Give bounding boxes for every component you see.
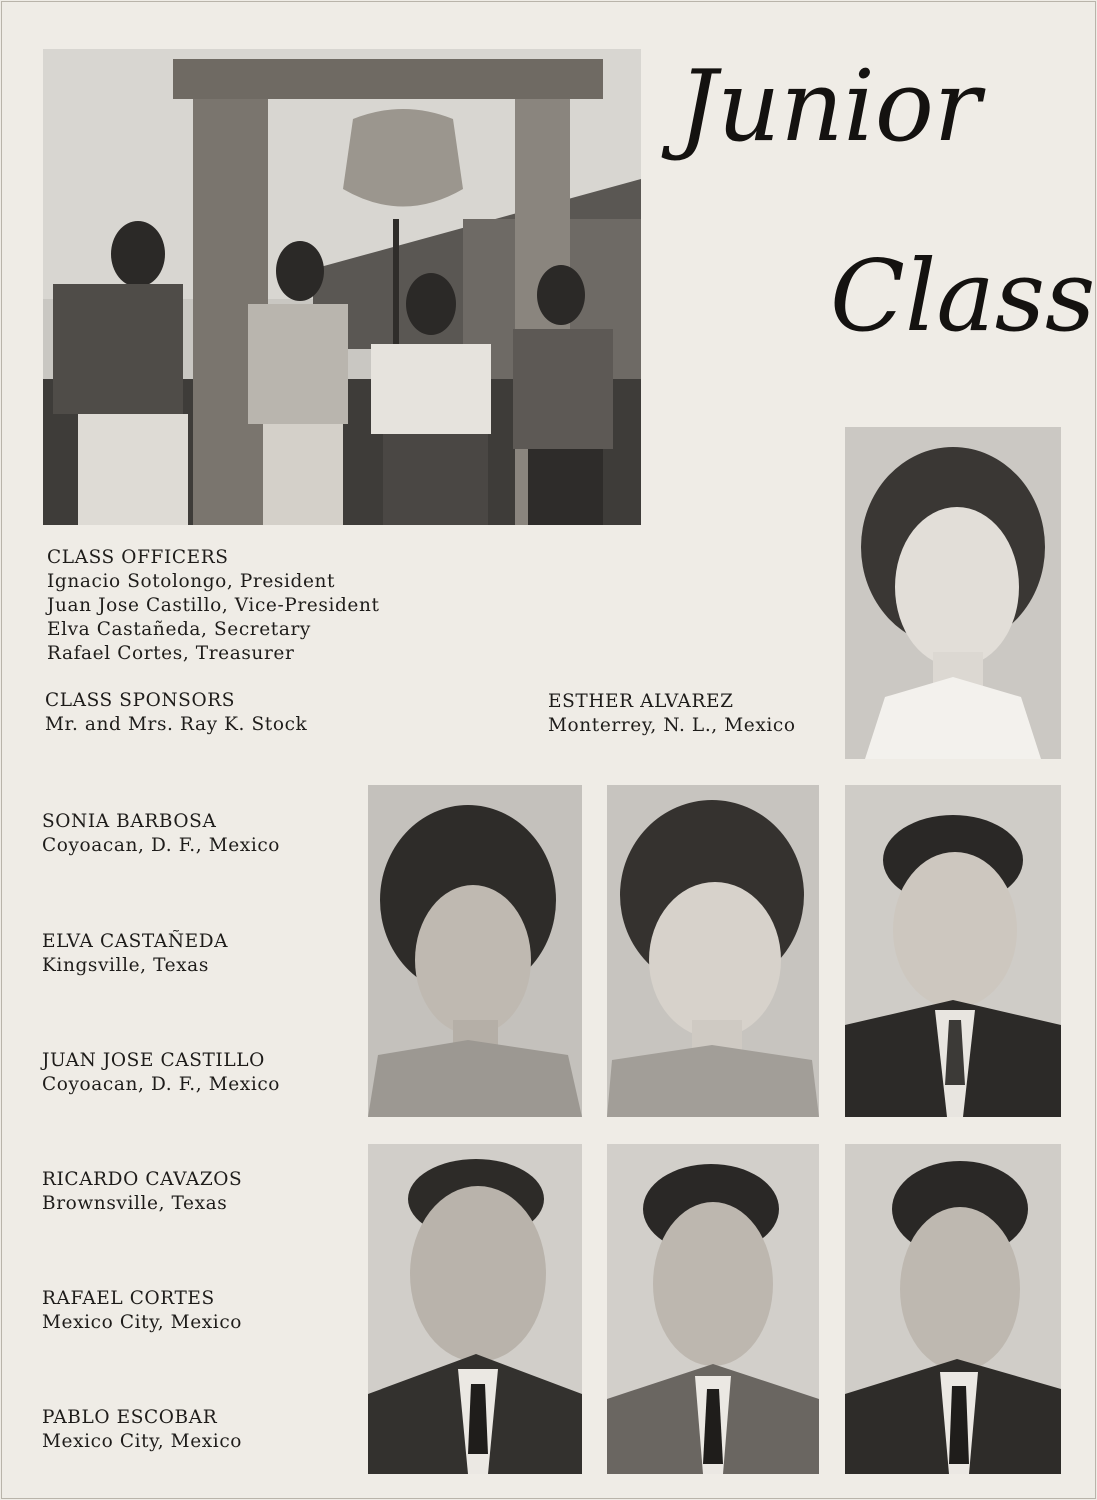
student-caption xyxy=(42,1168,242,1216)
student-hometown: Coyoacan, D. F., Mexico xyxy=(42,835,281,856)
student-hometown: Mexico City, Mexico xyxy=(42,1431,243,1452)
class-sponsors xyxy=(45,689,307,737)
student-hometown: Monterrey, N. L., Mexico xyxy=(548,715,796,736)
student-name: JUAN JOSE CASTILLO xyxy=(42,1050,265,1071)
student-name: RICARDO CAVAZOS xyxy=(42,1169,243,1190)
portrait-photo xyxy=(845,427,1061,759)
portrait-photo xyxy=(845,1144,1061,1474)
portrait-photo xyxy=(607,1144,819,1474)
student-name: ESTHER ALVAREZ xyxy=(548,691,734,712)
sponsors-names: Mr. and Mrs. Ray K. Stock xyxy=(45,714,308,735)
student-hometown: Coyoacan, D. F., Mexico xyxy=(42,1074,281,1095)
student-caption xyxy=(42,930,228,978)
portrait-photo xyxy=(368,785,582,1117)
class-officers xyxy=(47,546,380,666)
officer-line: Rafael Cortes, Treasurer xyxy=(47,643,295,664)
officer-line: Ignacio Sotolongo, President xyxy=(47,571,336,592)
student-hometown: Kingsville, Texas xyxy=(42,955,209,976)
officer-line: Elva Castañeda, Secretary xyxy=(47,619,311,640)
title-line-2: Class xyxy=(830,240,1096,354)
student-name: RAFAEL CORTES xyxy=(42,1288,215,1309)
student-caption xyxy=(42,1406,242,1454)
title-line-1: Junior xyxy=(678,50,981,164)
student-name: SONIA BARBOSA xyxy=(42,811,217,832)
student-caption xyxy=(42,810,280,858)
student-caption xyxy=(42,1049,280,1097)
student-hometown: Mexico City, Mexico xyxy=(42,1312,243,1333)
student-hometown: Brownsville, Texas xyxy=(42,1193,228,1214)
sponsors-heading: CLASS SPONSORS xyxy=(45,690,236,711)
portrait-photo xyxy=(845,785,1061,1117)
portrait-photo xyxy=(368,1144,582,1474)
student-caption xyxy=(42,1287,242,1335)
featured-student-caption xyxy=(548,690,796,738)
officer-line: Juan Jose Castillo, Vice-President xyxy=(47,595,380,616)
portrait-photo xyxy=(607,785,819,1117)
group-photo xyxy=(43,49,641,525)
student-name: ELVA CASTAÑEDA xyxy=(42,931,229,952)
student-name: PABLO ESCOBAR xyxy=(42,1407,218,1428)
officers-heading: CLASS OFFICERS xyxy=(47,547,229,568)
